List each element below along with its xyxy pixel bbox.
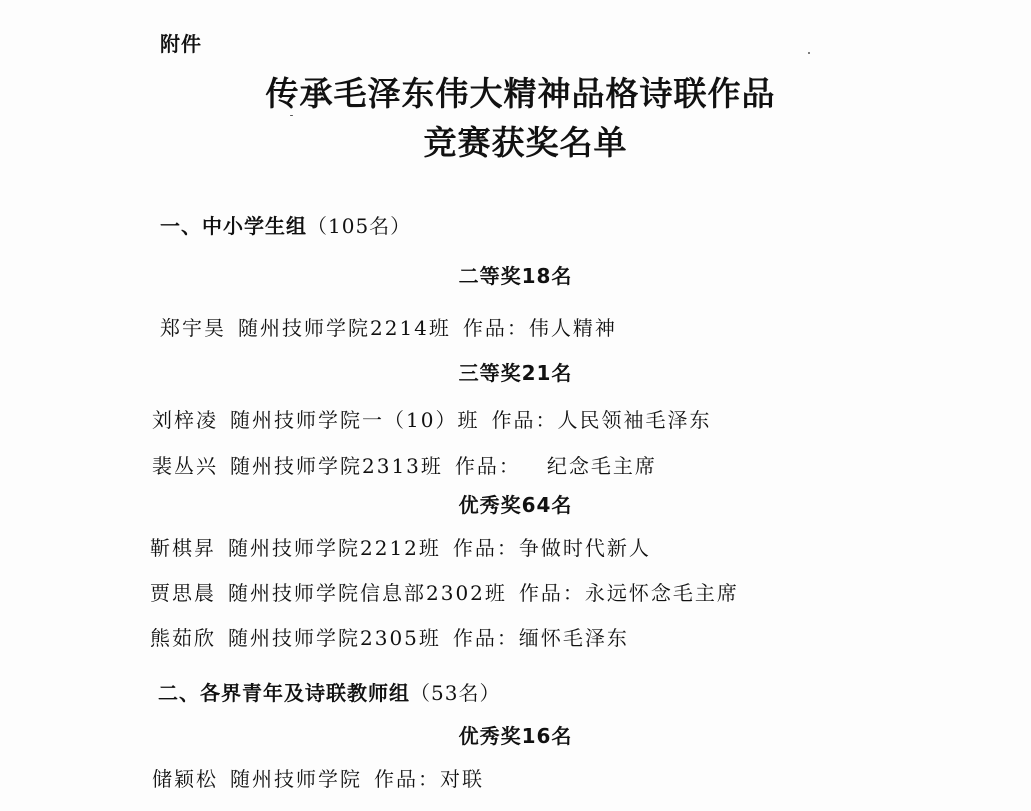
- winner-name: 裴丛兴: [152, 454, 218, 478]
- winner-name: 郑宇昊: [160, 316, 226, 340]
- winner-name: 刘梓凌: [152, 408, 218, 432]
- work-label: 作品：: [518, 581, 585, 605]
- winner-unit: 随州技师学院2212班: [228, 536, 441, 560]
- winner-entry: [150, 577, 739, 606]
- winner-unit: 随州技师学院2313班: [230, 454, 443, 478]
- award-heading-second-prize: 二等奖18名: [458, 264, 573, 288]
- work-title: 争做时代新人: [518, 536, 651, 560]
- award-heading-third-prize: 三等奖21名: [458, 361, 573, 385]
- winner-entry: [152, 763, 484, 792]
- work-title: 纪念毛主席: [546, 454, 657, 478]
- section-title: 二、各界青年及诗联教师组: [158, 681, 410, 705]
- work-label: 作品：: [452, 626, 519, 650]
- work-label: 作品：: [452, 536, 519, 560]
- winner-entry: [160, 312, 617, 341]
- winner-name: 贾思晨: [150, 581, 216, 605]
- winner-entry: [152, 404, 711, 433]
- winner-entry: [152, 450, 657, 479]
- work-title: 人民领袖毛泽东: [557, 408, 712, 432]
- winner-name: 熊茹欣: [150, 626, 216, 650]
- document-title-line-1: 传承毛泽东伟大精神品格诗联作品: [265, 74, 776, 113]
- work-title: 伟人精神: [528, 316, 617, 340]
- section-heading-students: [160, 210, 411, 239]
- section-heading-youth-teachers: [158, 677, 500, 706]
- scan-speck: [290, 115, 293, 116]
- winner-name: 靳棋昇: [150, 536, 216, 560]
- attachment-label: 附件: [160, 32, 202, 56]
- winner-name: 储颖松: [152, 767, 218, 791]
- winner-entry: [150, 532, 651, 561]
- work-label: 作品：: [454, 454, 521, 478]
- award-heading-excellence: 优秀奖64名: [458, 493, 573, 517]
- winner-unit: 随州技师学院2214班: [238, 316, 451, 340]
- section-title: 一、中小学生组: [160, 214, 307, 238]
- section-count: （53名）: [410, 681, 501, 705]
- scan-speck: [808, 52, 810, 54]
- winner-unit: 随州技师学院信息部2302班: [228, 581, 507, 605]
- work-title: 永远怀念毛主席: [584, 581, 739, 605]
- award-heading-excellence: 优秀奖16名: [458, 724, 573, 748]
- document-title-line-2: 竞赛获奖名单: [423, 123, 628, 162]
- section-count: （105名）: [307, 214, 412, 238]
- winner-unit: 随州技师学院2305班: [228, 626, 441, 650]
- work-label: 作品：: [374, 767, 440, 791]
- work-title: 对联: [440, 767, 484, 791]
- winner-unit: 随州技师学院一（10）班: [230, 408, 480, 432]
- winner-unit: 随州技师学院: [230, 767, 362, 791]
- work-label: 作品：: [462, 316, 529, 340]
- winner-entry: [150, 622, 629, 651]
- work-label: 作品：: [491, 408, 558, 432]
- work-title: 缅怀毛泽东: [518, 626, 629, 650]
